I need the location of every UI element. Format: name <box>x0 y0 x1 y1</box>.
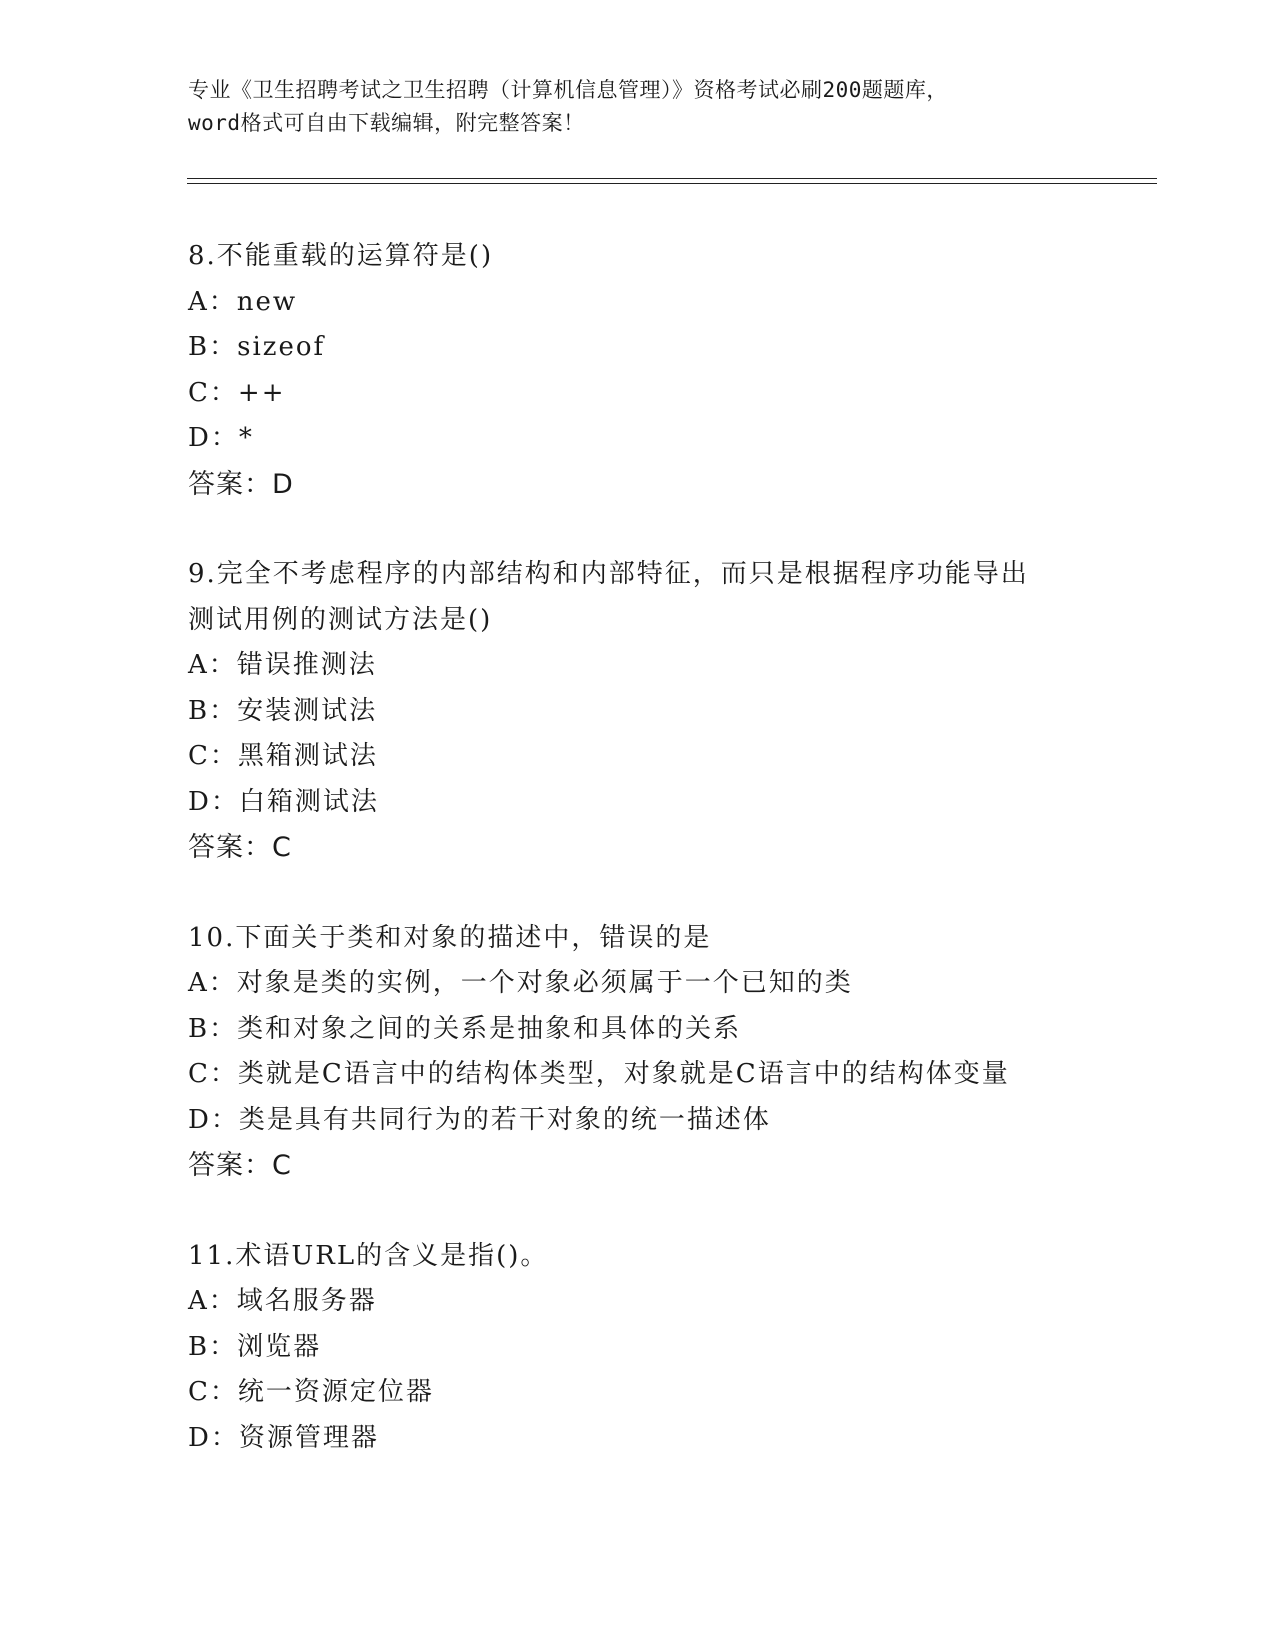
option-key: A： <box>188 968 237 998</box>
answer-option <box>188 1007 1148 1053</box>
answer-option <box>188 1325 1148 1371</box>
option-key: D： <box>188 1422 239 1453</box>
option-text: 资源管理器 <box>238 1422 379 1453</box>
answer-option <box>188 416 1148 462</box>
answer-option <box>188 734 1148 780</box>
header-divider-top <box>187 178 1157 179</box>
question-block <box>188 1234 1148 1462</box>
option-text: * <box>238 423 254 453</box>
option-text: 黑箱测试法 <box>237 741 378 771</box>
answer-option <box>188 689 1148 735</box>
option-key: C： <box>188 377 238 408</box>
option-key: B： <box>188 695 238 726</box>
option-key: B： <box>188 1013 238 1044</box>
option-key: A： <box>188 286 237 317</box>
answer-option <box>188 1098 1148 1144</box>
document-header <box>188 74 1088 140</box>
option-key: C： <box>188 741 238 771</box>
question-stem: 8.不能重载的运算符是() <box>188 241 494 271</box>
option-text: 域名服务器 <box>236 1286 377 1316</box>
answer-option <box>188 280 1148 326</box>
option-text: 统一资源定位器 <box>237 1377 434 1407</box>
option-key: D： <box>188 423 239 453</box>
answer-line: 答案：C <box>188 832 292 863</box>
option-text: sizeof <box>237 332 326 362</box>
question-block <box>188 234 1148 507</box>
header-line-2: word格式可自由下载编辑，附完整答案！ <box>188 111 585 135</box>
option-text: 白箱测试法 <box>238 786 379 817</box>
answer-option <box>188 780 1148 826</box>
question-block <box>188 552 1148 871</box>
question-stem: 10.下面关于类和对象的描述中，错误的是 <box>188 922 712 953</box>
question-stem: 9.完全不考虑程序的内部结构和内部特征，而只是根据程序功能导出 <box>188 559 1029 589</box>
option-key: C： <box>188 1377 238 1407</box>
option-text: 类就是C语言中的结构体类型，对象就是C语言中的结构体变量 <box>237 1059 1010 1089</box>
option-text: 浏览器 <box>237 1331 322 1362</box>
answer-option <box>188 325 1148 371</box>
header-line-1: 专业《卫生招聘考试之卫生招聘（计算机信息管理）》资格考试必刷200题题库， <box>188 78 948 102</box>
header-divider-bottom <box>187 183 1157 184</box>
question-list <box>188 234 1148 1506</box>
option-text: 类是具有共同行为的若干对象的统一描述体 <box>238 1104 771 1135</box>
option-text: ++ <box>237 377 286 408</box>
answer-option <box>188 961 1148 1007</box>
option-key: D： <box>188 786 239 817</box>
answer-option <box>188 1052 1148 1098</box>
question-block <box>188 916 1148 1189</box>
answer-line: 答案：D <box>188 468 294 500</box>
option-key: B： <box>188 1331 238 1362</box>
option-text: 类和对象之间的关系是抽象和具体的关系 <box>237 1013 742 1044</box>
question-stem: 11.术语URL的含义是指()。 <box>188 1240 549 1271</box>
answer-option <box>188 1370 1148 1416</box>
answer-option <box>188 1416 1148 1462</box>
option-key: A： <box>188 1286 237 1316</box>
option-text: 错误推测法 <box>236 650 377 680</box>
option-key: C： <box>188 1059 238 1089</box>
answer-line: 答案：C <box>188 1150 292 1181</box>
answer-option <box>188 643 1148 689</box>
option-key: A： <box>188 650 237 680</box>
option-key: D： <box>188 1104 239 1135</box>
option-text: 对象是类的实例，一个对象必须属于一个已知的类 <box>236 968 853 998</box>
option-text: 安装测试法 <box>237 695 378 726</box>
answer-option <box>188 371 1148 417</box>
answer-option <box>188 1279 1148 1325</box>
option-key: B： <box>188 332 238 362</box>
question-stem: 测试用例的测试方法是() <box>188 604 493 635</box>
option-text: new <box>236 286 298 317</box>
